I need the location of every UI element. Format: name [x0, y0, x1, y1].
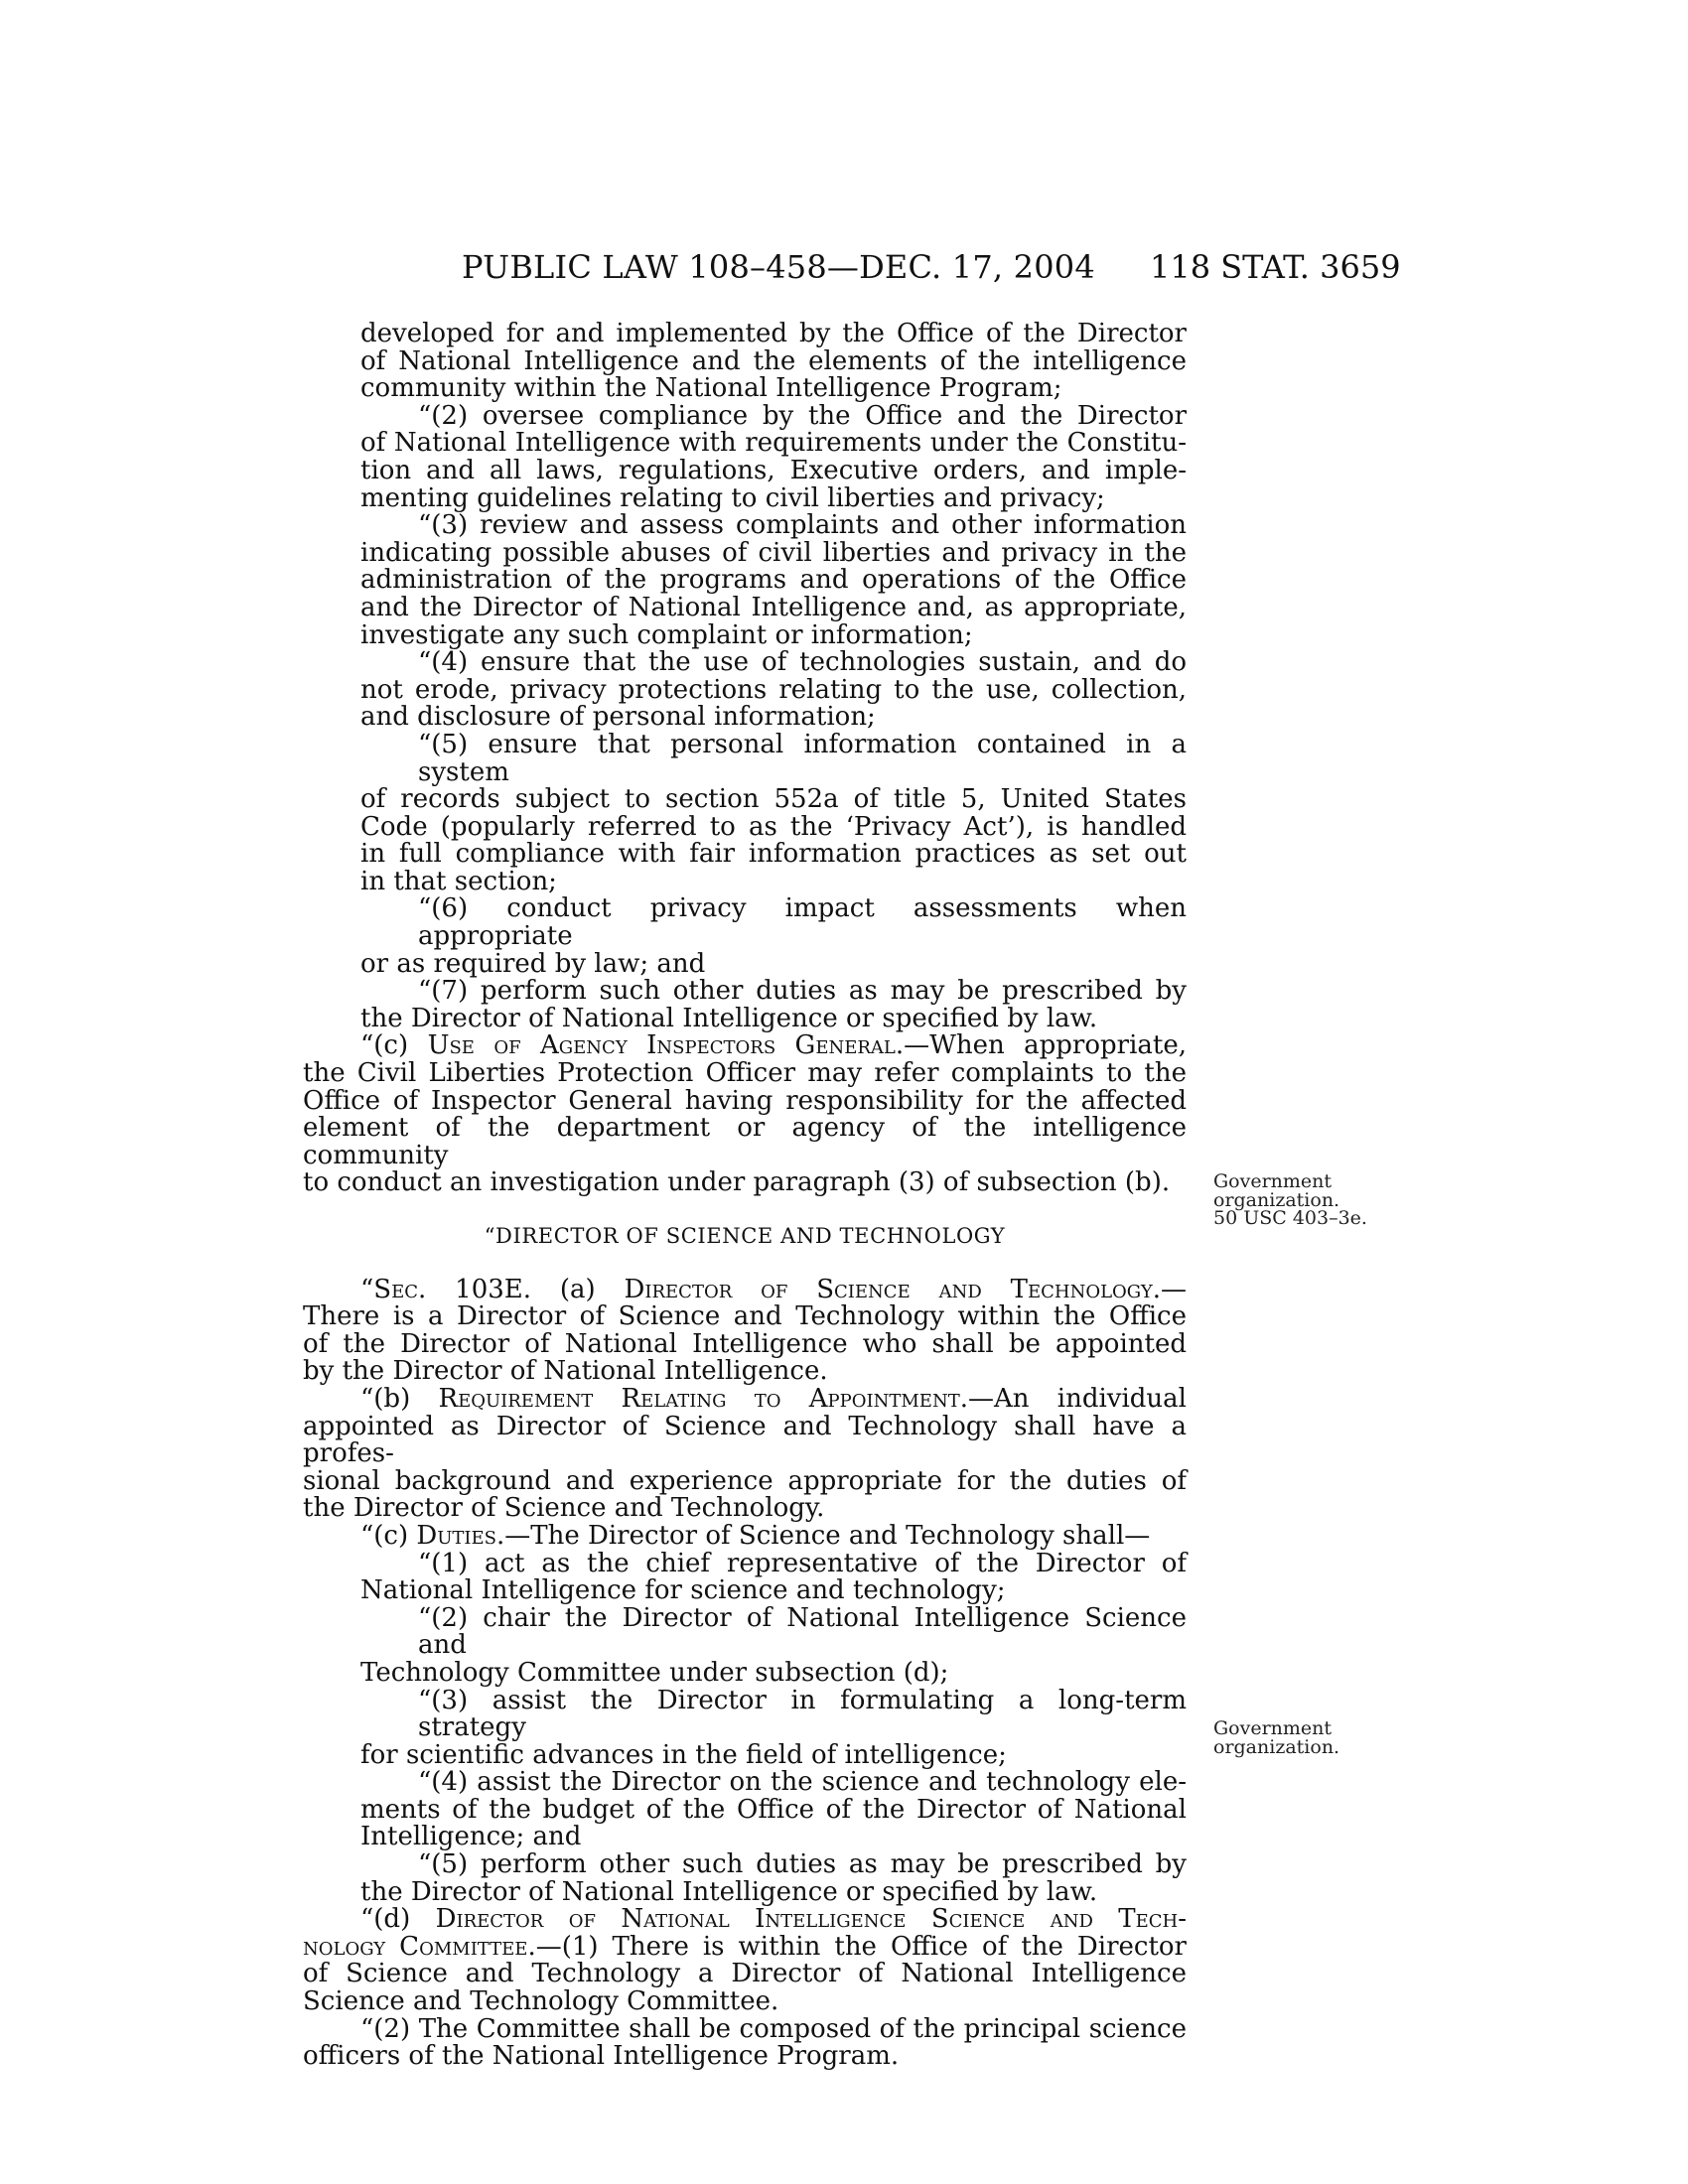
paragraph-b2: [303, 400, 1187, 513]
text-line: “(3) assist the Director in formulating a long-term strategy: [418, 1685, 1187, 1743]
text-line: National Intelligence for science and technology;: [360, 1575, 1006, 1606]
text-line: ments of the budget of the Office of the Director of National: [360, 1794, 1187, 1825]
section-103e-a: [303, 1274, 1187, 1387]
text-line: of records subject to section 552a of title 5, United States: [360, 784, 1187, 815]
text-line: “(2) oversee compliance by the Office and the Director: [418, 400, 1187, 431]
text-line: There is a Director of Science and Technology within the Office: [303, 1301, 1187, 1332]
statute-text: [303, 321, 1187, 2071]
subsection-heading: Director of Science and Technology: [624, 1274, 1153, 1304]
section-103e-b: [303, 1383, 1187, 1524]
subsection-text: .—The Director of Science and Technology shall—: [496, 1520, 1151, 1551]
text-line: “(5) perform other such duties as may be prescribed by: [418, 1849, 1187, 1880]
text-line: Technology Committee under subsection (d);: [360, 1657, 949, 1688]
text-line: “(4) assist the Director on the science and technology ele-: [418, 1767, 1187, 1798]
margin-note-line: organization.: [1213, 1735, 1340, 1758]
section-103e-d: [303, 1906, 1187, 2071]
text-line: [303, 1032, 1187, 1060]
text-line: sional background and experience appropriate for the duties of: [303, 1465, 1187, 1496]
quote-mark: “: [360, 1274, 374, 1304]
paragraph-b7: [303, 978, 1187, 1032]
text-line: the Director of National Intelligence or specified by law.: [360, 1003, 1098, 1033]
paragraph-b5: [303, 729, 1187, 896]
text-line: the Director of National Intelligence or specified by law.: [360, 1876, 1098, 1907]
paragraph-continuation: [303, 321, 1187, 403]
paragraph-b6: [303, 895, 1187, 978]
text-line: appointed as Director of Science and Technology shall have a profes-: [303, 1411, 1187, 1469]
text-line: [303, 1383, 1187, 1414]
text-line: the Director of Science and Technology.: [303, 1493, 825, 1524]
subsection-text: .—(1) There is within the Office of the Director: [527, 1931, 1187, 1962]
margin-note-line: Government: [1213, 1170, 1333, 1192]
text-line: in full compliance with fair information practices as set out: [360, 839, 1187, 870]
text-line: Code (popularly referred to as the ‘Privacy Act’), is handled: [360, 811, 1187, 842]
subsection-text: .—: [1152, 1274, 1187, 1304]
text-line: “(5) ensure that personal information contained in a system: [418, 729, 1187, 787]
text-line: and disclosure of personal information;: [360, 702, 876, 733]
subsection-heading-cont: nology Committee: [303, 1931, 528, 1962]
margin-note-government-organization-2: [1213, 1719, 1339, 1756]
text-line: element of the department or agency of the intelligence community: [303, 1113, 1187, 1170]
subsection-prefix: “(c): [360, 1520, 417, 1551]
text-line: indicating possible abuses of civil liberties and privacy in the: [360, 537, 1187, 568]
text-line: “(2) The Committee shall be composed of the principal science: [360, 2013, 1187, 2044]
text-line: not erode, privacy protections relating to the use, collection,: [360, 674, 1187, 705]
subsection-prefix: “(b): [360, 1383, 439, 1414]
text-line: administration of the programs and operations of the Office: [360, 565, 1187, 596]
text-line: and the Director of National Intelligence and, as appropriate,: [360, 592, 1187, 622]
margin-note-line: 50 USC 403–3e.: [1213, 1207, 1367, 1229]
paragraph-b3: [303, 512, 1187, 649]
text-line: of Science and Technology a Director of National Intelligence: [303, 1959, 1187, 1989]
text-line: to conduct an investigation under paragraph (3) of subsection (b).: [303, 1167, 1171, 1198]
text-line: [303, 1274, 1187, 1304]
paragraph-b4: [303, 649, 1187, 732]
text-line: “(4) ensure that the use of technologies sustain, and do: [418, 647, 1187, 678]
text-line: menting guidelines relating to civil liberties and privacy;: [360, 482, 1105, 513]
section-number: . 103E. (a): [418, 1274, 625, 1304]
text-line: [303, 1931, 1187, 1962]
running-header-law: PUBLIC LAW 108–458—DEC. 17, 2004: [462, 248, 1095, 286]
margin-note-government-organization: [1213, 1172, 1367, 1228]
text-line: for scientific advances in the field of intelligence;: [360, 1739, 1007, 1770]
subsection-text: .—When appropriate,: [895, 1030, 1187, 1061]
text-line: “(2) chair the Director of National Intelligence Science and: [418, 1602, 1187, 1661]
text-line: “(6) conduct privacy impact assessments when appropriate: [418, 893, 1187, 952]
text-line: community within the National Intelligence Program;: [360, 373, 1062, 404]
text-line: [303, 1520, 1187, 1551]
text-line: officers of the National Intelligence Program.: [303, 2041, 900, 2072]
subsection-heading: Duties: [416, 1520, 497, 1551]
section-caption: “DIRECTOR OF SCIENCE AND TECHNOLOGY: [484, 1224, 1006, 1248]
subsection-text: .—An individual: [959, 1383, 1187, 1414]
text-line: of the Director of National Intelligence who shall be appointed: [303, 1328, 1187, 1359]
subsection-heading: Use of Agency Inspectors General: [427, 1030, 896, 1061]
text-line: “(1) act as the chief representative of the Director of: [418, 1548, 1187, 1578]
text-line: Intelligence; and: [360, 1822, 582, 1852]
section-103e-c: [303, 1520, 1187, 1907]
subsection-prefix: “(c): [360, 1030, 428, 1061]
subsection-prefix: “(d): [360, 1904, 436, 1935]
text-line: tion and all laws, regulations, Executive orders, and imple-: [360, 455, 1187, 485]
margin-note-line: organization.: [1213, 1188, 1340, 1211]
subsection-c-inspectors-general: [303, 1032, 1187, 1197]
text-line: developed for and implemented by the Office of the Director: [360, 319, 1187, 348]
subsection-heading: Director of National Intelligence Science and Tech-: [435, 1904, 1187, 1935]
subsection-heading: Requirement Relating to Appointment: [438, 1383, 960, 1414]
text-line: “(7) perform such other duties as may be prescribed by: [418, 976, 1187, 1007]
text-line: in that section;: [360, 866, 557, 896]
text-line: [303, 1906, 1187, 1934]
text-line: “(3) review and assess complaints and other information: [418, 510, 1187, 541]
page-number-stat: 118 STAT. 3659: [1150, 248, 1401, 286]
text-line: Science and Technology Committee.: [303, 1986, 779, 2017]
text-line: Office of Inspector General having responsibility for the affected: [303, 1085, 1187, 1116]
text-line: the Civil Liberties Protection Officer may refer complaints to the: [303, 1058, 1187, 1089]
text-line: of National Intelligence and the elements of the intelligence: [360, 345, 1187, 376]
text-line: of National Intelligence with requirements under the Constitu-: [360, 428, 1187, 459]
margin-note-line: Government: [1213, 1717, 1333, 1739]
text-line: or as required by law; and: [360, 948, 706, 979]
section-label: Sec: [373, 1274, 419, 1304]
text-line: by the Director of National Intelligence.: [303, 1356, 828, 1387]
text-line: investigate any such complaint or information;: [360, 619, 973, 650]
